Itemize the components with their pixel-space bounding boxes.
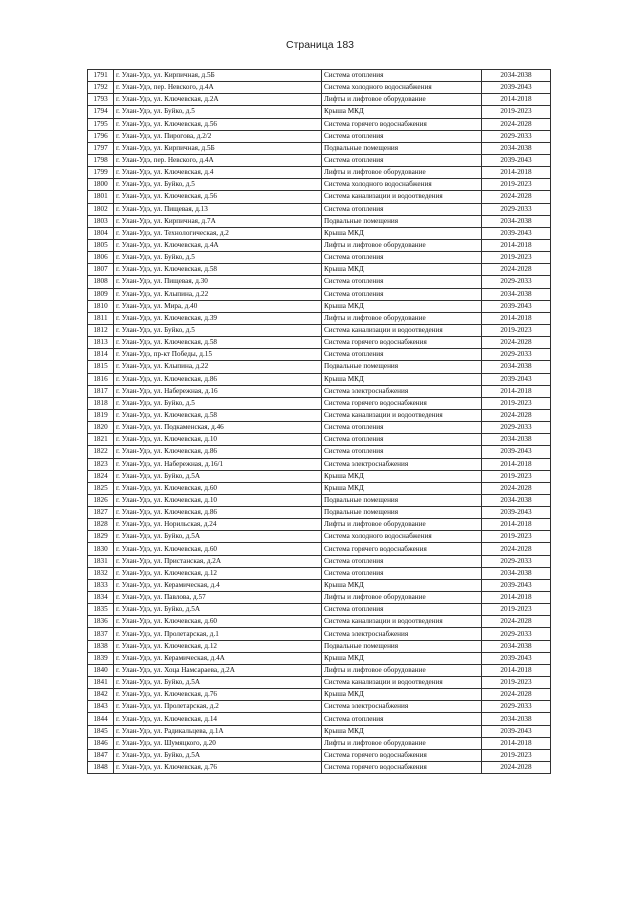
row-number-cell: 1824 xyxy=(88,470,114,482)
table-row xyxy=(88,130,551,142)
row-number-cell: 1843 xyxy=(88,701,114,713)
address-cell: г. Улан-Удэ, ул. Кирпичная, д.7А xyxy=(114,215,322,227)
system-cell: Крыша МКД xyxy=(322,373,482,385)
period-cell: 2019-2023 xyxy=(482,604,551,616)
table-row xyxy=(88,239,551,251)
row-number-cell: 1833 xyxy=(88,579,114,591)
table-row xyxy=(88,70,551,82)
row-number-cell: 1844 xyxy=(88,713,114,725)
address-cell: г. Улан-Удэ, ул. Пищевая, д.13 xyxy=(114,203,322,215)
row-number-cell: 1792 xyxy=(88,82,114,94)
system-cell: Крыша МКД xyxy=(322,725,482,737)
period-cell: 2029-2033 xyxy=(482,203,551,215)
table-row xyxy=(88,652,551,664)
row-number-cell: 1842 xyxy=(88,689,114,701)
table-row xyxy=(88,737,551,749)
row-number-cell: 1831 xyxy=(88,555,114,567)
period-cell: 2029-2033 xyxy=(482,130,551,142)
system-cell: Лифты и лифтовое оборудование xyxy=(322,167,482,179)
period-cell: 2024-2028 xyxy=(482,118,551,130)
address-cell: г. Улан-Удэ, ул. Ключевская, д.60 xyxy=(114,482,322,494)
period-cell: 2029-2033 xyxy=(482,349,551,361)
period-cell: 2024-2028 xyxy=(482,482,551,494)
table-row xyxy=(88,470,551,482)
period-cell: 2034-2038 xyxy=(482,713,551,725)
table-row xyxy=(88,567,551,579)
table-row xyxy=(88,312,551,324)
period-cell: 2024-2028 xyxy=(482,264,551,276)
row-number-cell: 1819 xyxy=(88,409,114,421)
system-cell: Лифты и лифтовое оборудование xyxy=(322,737,482,749)
system-cell: Система отопления xyxy=(322,555,482,567)
row-number-cell: 1816 xyxy=(88,373,114,385)
row-number-cell: 1796 xyxy=(88,130,114,142)
address-cell: г. Улан-Удэ, ул. Набережная, д.16 xyxy=(114,385,322,397)
system-cell: Подвальные помещения xyxy=(322,494,482,506)
table-row xyxy=(88,749,551,761)
table-row xyxy=(88,713,551,725)
row-number-cell: 1841 xyxy=(88,677,114,689)
system-cell: Лифты и лифтовое оборудование xyxy=(322,94,482,106)
system-cell: Крыша МКД xyxy=(322,689,482,701)
table-body xyxy=(88,70,551,774)
period-cell: 2014-2018 xyxy=(482,312,551,324)
row-number-cell: 1828 xyxy=(88,519,114,531)
row-number-cell: 1800 xyxy=(88,179,114,191)
period-cell: 2034-2038 xyxy=(482,70,551,82)
period-cell: 2034-2038 xyxy=(482,567,551,579)
table-row xyxy=(88,689,551,701)
address-cell: г. Улан-Удэ, ул. Пристанская, д.2А xyxy=(114,555,322,567)
system-cell: Система отопления xyxy=(322,567,482,579)
period-cell: 2024-2028 xyxy=(482,543,551,555)
row-number-cell: 1798 xyxy=(88,154,114,166)
period-cell: 2039-2043 xyxy=(482,579,551,591)
address-cell: г. Улан-Удэ, ул. Клыпина, д.22 xyxy=(114,361,322,373)
table-row xyxy=(88,494,551,506)
system-cell: Крыша МКД xyxy=(322,106,482,118)
system-cell: Крыша МКД xyxy=(322,470,482,482)
system-cell: Лифты и лифтовое оборудование xyxy=(322,592,482,604)
period-cell: 2019-2023 xyxy=(482,179,551,191)
period-cell: 2019-2023 xyxy=(482,677,551,689)
period-cell: 2024-2028 xyxy=(482,616,551,628)
period-cell: 2019-2023 xyxy=(482,324,551,336)
address-cell: г. Улан-Удэ, ул. Ключевская, д.76 xyxy=(114,689,322,701)
system-cell: Система холодного водоснабжения xyxy=(322,82,482,94)
system-cell: Система отопления xyxy=(322,288,482,300)
table-row xyxy=(88,604,551,616)
period-cell: 2024-2028 xyxy=(482,689,551,701)
system-cell: Крыша МКД xyxy=(322,652,482,664)
table-row xyxy=(88,664,551,676)
period-cell: 2014-2018 xyxy=(482,737,551,749)
address-cell: г. Улан-Удэ, ул. Клыпина, д.22 xyxy=(114,288,322,300)
row-number-cell: 1827 xyxy=(88,507,114,519)
period-cell: 2019-2023 xyxy=(482,106,551,118)
row-number-cell: 1805 xyxy=(88,239,114,251)
period-cell: 2019-2023 xyxy=(482,252,551,264)
period-cell: 2029-2033 xyxy=(482,628,551,640)
table-row xyxy=(88,507,551,519)
row-number-cell: 1812 xyxy=(88,324,114,336)
period-cell: 2029-2033 xyxy=(482,701,551,713)
table-row xyxy=(88,252,551,264)
system-cell: Лифты и лифтовое оборудование xyxy=(322,519,482,531)
system-cell: Система горячего водоснабжения xyxy=(322,118,482,130)
address-cell: г. Улан-Удэ, ул. Ключевская, д.2А xyxy=(114,94,322,106)
row-number-cell: 1822 xyxy=(88,446,114,458)
period-cell: 2024-2028 xyxy=(482,409,551,421)
table-row xyxy=(88,142,551,154)
address-cell: г. Улан-Удэ, ул. Ключевская, д.10 xyxy=(114,494,322,506)
table-row xyxy=(88,385,551,397)
row-number-cell: 1791 xyxy=(88,70,114,82)
table-row xyxy=(88,579,551,591)
table-row xyxy=(88,640,551,652)
system-cell: Крыша МКД xyxy=(322,264,482,276)
system-cell: Система электроснабжения xyxy=(322,701,482,713)
period-cell: 2039-2043 xyxy=(482,82,551,94)
row-number-cell: 1839 xyxy=(88,652,114,664)
system-cell: Крыша МКД xyxy=(322,482,482,494)
period-cell: 2014-2018 xyxy=(482,167,551,179)
period-cell: 2034-2038 xyxy=(482,142,551,154)
address-cell: г. Улан-Удэ, ул. Ключевская, д.14 xyxy=(114,713,322,725)
address-cell: г. Улан-Удэ, ул. Ключевская, д.12 xyxy=(114,640,322,652)
row-number-cell: 1846 xyxy=(88,737,114,749)
table-row xyxy=(88,409,551,421)
row-number-cell: 1823 xyxy=(88,458,114,470)
row-number-cell: 1799 xyxy=(88,167,114,179)
address-cell: г. Улан-Удэ, ул. Ключевская, д.60 xyxy=(114,616,322,628)
address-cell: г. Улан-Удэ, ул. Буйко, д.5А xyxy=(114,470,322,482)
address-cell: г. Улан-Удэ, ул. Ключевская, д.86 xyxy=(114,507,322,519)
period-cell: 2034-2038 xyxy=(482,494,551,506)
row-number-cell: 1811 xyxy=(88,312,114,324)
row-number-cell: 1814 xyxy=(88,349,114,361)
table-row xyxy=(88,349,551,361)
period-cell: 2034-2038 xyxy=(482,640,551,652)
address-cell: г. Улан-Удэ, ул. Хоца Намсараева, д.2А xyxy=(114,664,322,676)
row-number-cell: 1847 xyxy=(88,749,114,761)
system-cell: Система канализации и водоотведения xyxy=(322,191,482,203)
address-cell: г. Улан-Удэ, ул. Пирогова, д.2/2 xyxy=(114,130,322,142)
table-row xyxy=(88,227,551,239)
system-cell: Система канализации и водоотведения xyxy=(322,677,482,689)
table-row xyxy=(88,373,551,385)
row-number-cell: 1821 xyxy=(88,434,114,446)
row-number-cell: 1804 xyxy=(88,227,114,239)
system-cell: Система канализации и водоотведения xyxy=(322,324,482,336)
period-cell: 2024-2028 xyxy=(482,337,551,349)
period-cell: 2024-2028 xyxy=(482,191,551,203)
row-number-cell: 1845 xyxy=(88,725,114,737)
row-number-cell: 1832 xyxy=(88,567,114,579)
system-cell: Крыша МКД xyxy=(322,227,482,239)
table-row xyxy=(88,458,551,470)
period-cell: 2029-2033 xyxy=(482,555,551,567)
system-cell: Система горячего водоснабжения xyxy=(322,762,482,774)
system-cell: Система отопления xyxy=(322,154,482,166)
row-number-cell: 1801 xyxy=(88,191,114,203)
row-number-cell: 1793 xyxy=(88,94,114,106)
period-cell: 2014-2018 xyxy=(482,592,551,604)
row-number-cell: 1817 xyxy=(88,385,114,397)
system-cell: Крыша МКД xyxy=(322,579,482,591)
system-cell: Система горячего водоснабжения xyxy=(322,397,482,409)
table-row xyxy=(88,531,551,543)
system-cell: Подвальные помещения xyxy=(322,215,482,227)
row-number-cell: 1803 xyxy=(88,215,114,227)
address-cell: г. Улан-Удэ, ул. Буйко, д.5А xyxy=(114,604,322,616)
row-number-cell: 1848 xyxy=(88,762,114,774)
row-number-cell: 1830 xyxy=(88,543,114,555)
table-row xyxy=(88,106,551,118)
address-cell: г. Улан-Удэ, ул. Буйко, д.5 xyxy=(114,106,322,118)
address-cell: г. Улан-Удэ, ул. Ключевская, д.76 xyxy=(114,762,322,774)
system-cell: Система горячего водоснабжения xyxy=(322,337,482,349)
period-cell: 2014-2018 xyxy=(482,458,551,470)
period-cell: 2034-2038 xyxy=(482,215,551,227)
system-cell: Система канализации и водоотведения xyxy=(322,616,482,628)
address-cell: г. Улан-Удэ, ул. Ключевская, д.56 xyxy=(114,191,322,203)
row-number-cell: 1840 xyxy=(88,664,114,676)
row-number-cell: 1837 xyxy=(88,628,114,640)
table-row xyxy=(88,94,551,106)
address-cell: г. Улан-Удэ, ул. Буйко, д.5 xyxy=(114,252,322,264)
table-row xyxy=(88,276,551,288)
row-number-cell: 1836 xyxy=(88,616,114,628)
period-cell: 2039-2043 xyxy=(482,373,551,385)
table-row xyxy=(88,422,551,434)
row-number-cell: 1795 xyxy=(88,118,114,130)
table-row xyxy=(88,762,551,774)
table-row xyxy=(88,167,551,179)
period-cell: 2034-2038 xyxy=(482,434,551,446)
address-cell: г. Улан-Удэ, ул. Буйко, д.5А xyxy=(114,531,322,543)
address-cell: г. Улан-Удэ, ул. Павлова, д.57 xyxy=(114,592,322,604)
system-cell: Система отопления xyxy=(322,70,482,82)
address-cell: г. Улан-Удэ, ул. Пролетарская, д.2 xyxy=(114,701,322,713)
row-number-cell: 1826 xyxy=(88,494,114,506)
address-cell: г. Улан-Удэ, пер. Невского, д.4А xyxy=(114,154,322,166)
page-number-label: Страница 183 xyxy=(285,39,355,51)
table-row xyxy=(88,677,551,689)
system-cell: Система электроснабжения xyxy=(322,385,482,397)
period-cell: 2029-2033 xyxy=(482,276,551,288)
table-row xyxy=(88,215,551,227)
address-cell: г. Улан-Удэ, ул. Подкаменская, д.46 xyxy=(114,422,322,434)
period-cell: 2014-2018 xyxy=(482,664,551,676)
table-row xyxy=(88,203,551,215)
address-cell: г. Улан-Удэ, пер. Невского, д.4А xyxy=(114,82,322,94)
period-cell: 2024-2028 xyxy=(482,762,551,774)
system-cell: Система отопления xyxy=(322,434,482,446)
row-number-cell: 1813 xyxy=(88,337,114,349)
address-cell: г. Улан-Удэ, пр-кт Победы, д.15 xyxy=(114,349,322,361)
system-cell: Система отопления xyxy=(322,713,482,725)
system-cell: Система отопления xyxy=(322,422,482,434)
system-cell: Лифты и лифтовое оборудование xyxy=(322,239,482,251)
address-cell: г. Улан-Удэ, ул. Ключевская, д.4А xyxy=(114,239,322,251)
system-cell: Система горячего водоснабжения xyxy=(322,749,482,761)
address-cell: г. Улан-Удэ, ул. Норильская, д.24 xyxy=(114,519,322,531)
address-cell: г. Улан-Удэ, ул. Ключевская, д.60 xyxy=(114,543,322,555)
period-cell: 2019-2023 xyxy=(482,397,551,409)
table-row xyxy=(88,628,551,640)
row-number-cell: 1810 xyxy=(88,300,114,312)
address-cell: г. Улан-Удэ, ул. Технологическая, д.2 xyxy=(114,227,322,239)
period-cell: 2034-2038 xyxy=(482,361,551,373)
address-cell: г. Улан-Удэ, ул. Ключевская, д.58 xyxy=(114,264,322,276)
repair-schedule-table xyxy=(87,69,551,774)
period-cell: 2014-2018 xyxy=(482,519,551,531)
address-cell: г. Улан-Удэ, ул. Керамическая, д.4 xyxy=(114,579,322,591)
system-cell: Подвальные помещения xyxy=(322,361,482,373)
system-cell: Подвальные помещения xyxy=(322,142,482,154)
system-cell: Система холодного водоснабжения xyxy=(322,531,482,543)
address-cell: г. Улан-Удэ, ул. Ключевская, д.86 xyxy=(114,446,322,458)
row-number-cell: 1802 xyxy=(88,203,114,215)
address-cell: г. Улан-Удэ, ул. Мира, д.40 xyxy=(114,300,322,312)
period-cell: 2039-2043 xyxy=(482,652,551,664)
table-row xyxy=(88,191,551,203)
address-cell: г. Улан-Удэ, ул. Кирпичная, д.5Б xyxy=(114,142,322,154)
row-number-cell: 1820 xyxy=(88,422,114,434)
table-row xyxy=(88,361,551,373)
period-cell: 2039-2043 xyxy=(482,154,551,166)
address-cell: г. Улан-Удэ, ул. Буйко, д.5 xyxy=(114,179,322,191)
address-cell: г. Улан-Удэ, ул. Кирпичная, д.5Б xyxy=(114,70,322,82)
table-row xyxy=(88,725,551,737)
row-number-cell: 1834 xyxy=(88,592,114,604)
table-row xyxy=(88,434,551,446)
row-number-cell: 1818 xyxy=(88,397,114,409)
period-cell: 2019-2023 xyxy=(482,470,551,482)
address-cell: г. Улан-Удэ, ул. Ключевская, д.58 xyxy=(114,409,322,421)
period-cell: 2034-2038 xyxy=(482,288,551,300)
address-cell: г. Улан-Удэ, ул. Ключевская, д.12 xyxy=(114,567,322,579)
address-cell: г. Улан-Удэ, ул. Ключевская, д.86 xyxy=(114,373,322,385)
table-row xyxy=(88,543,551,555)
system-cell: Подвальные помещения xyxy=(322,640,482,652)
address-cell: г. Улан-Удэ, ул. Буйко, д.5 xyxy=(114,397,322,409)
row-number-cell: 1825 xyxy=(88,482,114,494)
system-cell: Система отопления xyxy=(322,604,482,616)
address-cell: г. Улан-Удэ, ул. Ключевская, д.10 xyxy=(114,434,322,446)
row-number-cell: 1797 xyxy=(88,142,114,154)
system-cell: Система отопления xyxy=(322,252,482,264)
address-cell: г. Улан-Удэ, ул. Буйко, д.5А xyxy=(114,749,322,761)
address-cell: г. Улан-Удэ, ул. Шумяцкого, д.20 xyxy=(114,737,322,749)
system-cell: Лифты и лифтовое оборудование xyxy=(322,312,482,324)
address-cell: г. Улан-Удэ, ул. Радикальцева, д.1А xyxy=(114,725,322,737)
period-cell: 2019-2023 xyxy=(482,531,551,543)
table-row xyxy=(88,324,551,336)
table-row xyxy=(88,154,551,166)
system-cell: Система холодного водоснабжения xyxy=(322,179,482,191)
table-row xyxy=(88,397,551,409)
period-cell: 2039-2043 xyxy=(482,507,551,519)
address-cell: г. Улан-Удэ, ул. Пищевая, д.30 xyxy=(114,276,322,288)
period-cell: 2029-2033 xyxy=(482,422,551,434)
table-row xyxy=(88,337,551,349)
table-row xyxy=(88,555,551,567)
system-cell: Система электроснабжения xyxy=(322,458,482,470)
row-number-cell: 1807 xyxy=(88,264,114,276)
row-number-cell: 1838 xyxy=(88,640,114,652)
system-cell: Крыша МКД xyxy=(322,300,482,312)
system-cell: Система горячего водоснабжения xyxy=(322,543,482,555)
period-cell: 2014-2018 xyxy=(482,239,551,251)
row-number-cell: 1808 xyxy=(88,276,114,288)
system-cell: Система канализации и водоотведения xyxy=(322,409,482,421)
table-row xyxy=(88,300,551,312)
period-cell: 2039-2043 xyxy=(482,446,551,458)
address-cell: г. Улан-Удэ, ул. Ключевская, д.58 xyxy=(114,337,322,349)
period-cell: 2039-2043 xyxy=(482,300,551,312)
row-number-cell: 1794 xyxy=(88,106,114,118)
address-cell: г. Улан-Удэ, ул. Набережная, д.16/1 xyxy=(114,458,322,470)
table-row xyxy=(88,701,551,713)
system-cell: Система отопления xyxy=(322,130,482,142)
address-cell: г. Улан-Удэ, ул. Буйко, д.5А xyxy=(114,677,322,689)
period-cell: 2014-2018 xyxy=(482,94,551,106)
address-cell: г. Улан-Удэ, ул. Ключевская, д.4 xyxy=(114,167,322,179)
period-cell: 2039-2043 xyxy=(482,227,551,239)
address-cell: г. Улан-Удэ, ул. Пролетарская, д.1 xyxy=(114,628,322,640)
table-row xyxy=(88,118,551,130)
row-number-cell: 1829 xyxy=(88,531,114,543)
system-cell: Система электроснабжения xyxy=(322,628,482,640)
address-cell: г. Улан-Удэ, ул. Ключевская, д.56 xyxy=(114,118,322,130)
address-cell: г. Улан-Удэ, ул. Буйко, д.5 xyxy=(114,324,322,336)
row-number-cell: 1835 xyxy=(88,604,114,616)
table-row xyxy=(88,592,551,604)
table-row xyxy=(88,288,551,300)
address-cell: г. Улан-Удэ, ул. Ключевская, д.39 xyxy=(114,312,322,324)
table-row xyxy=(88,616,551,628)
table-row xyxy=(88,482,551,494)
table-row xyxy=(88,519,551,531)
system-cell: Система отопления xyxy=(322,446,482,458)
address-cell: г. Улан-Удэ, ул. Керамическая, д.4А xyxy=(114,652,322,664)
table-row xyxy=(88,446,551,458)
row-number-cell: 1806 xyxy=(88,252,114,264)
table-row xyxy=(88,264,551,276)
system-cell: Система отопления xyxy=(322,276,482,288)
period-cell: 2039-2043 xyxy=(482,725,551,737)
period-cell: 2014-2018 xyxy=(482,385,551,397)
system-cell: Система отопления xyxy=(322,203,482,215)
period-cell: 2019-2023 xyxy=(482,749,551,761)
table-row xyxy=(88,179,551,191)
system-cell: Лифты и лифтовое оборудование xyxy=(322,664,482,676)
row-number-cell: 1815 xyxy=(88,361,114,373)
system-cell: Подвальные помещения xyxy=(322,507,482,519)
table-row xyxy=(88,82,551,94)
system-cell: Система отопления xyxy=(322,349,482,361)
row-number-cell: 1809 xyxy=(88,288,114,300)
